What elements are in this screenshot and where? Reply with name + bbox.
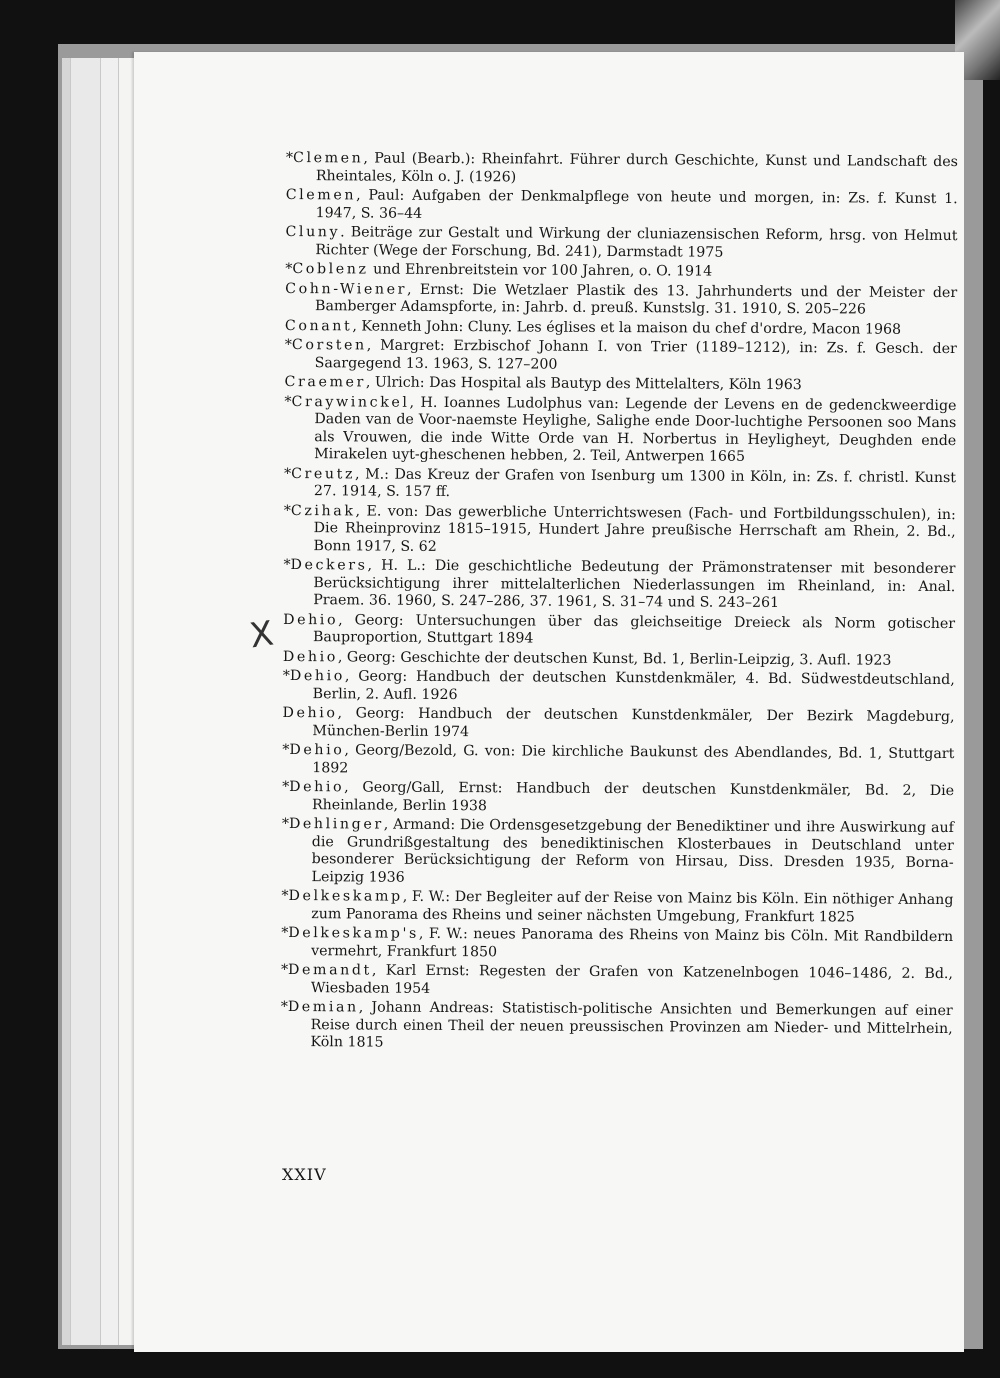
- entry-asterisk: *: [283, 465, 292, 482]
- entry-asterisk: *: [280, 998, 288, 1016]
- bibliography-entry: [286, 187, 958, 226]
- entry-author: Deckers: [290, 557, 368, 574]
- entry-asterisk: *: [283, 556, 291, 574]
- entry-citation: , Georg/Gall, Ernst: Handbuch der deutschen Kunstdenkmäler, Bd. 2, Die Rheinlande, Berlin 1938: [311, 779, 955, 814]
- bibliography-entry: [285, 224, 957, 263]
- entry-author: Creutz: [291, 465, 356, 482]
- entry-author: Craywinckel: [291, 393, 410, 411]
- entry-author: Dehio: [282, 704, 338, 722]
- entry-author: Corsten: [291, 337, 367, 354]
- entry-author: Clemen: [285, 186, 357, 204]
- page-strip: [118, 58, 135, 1345]
- entry-author: Delkeskamp: [288, 888, 403, 905]
- entry-citation: , Georg: Handbuch der deutschen Kunstdenkmäler, 4. Bd. Südwestdeutschland, Berlin, 2. Aufl. 1926: [312, 668, 955, 703]
- entry-citation: , Paul (Bearb.): Rheinfahrt. Führer durch Geschichte, Kunst und Landschaft des Rheintales, Köln o. J. (1926): [315, 150, 958, 185]
- bibliography-entry: [285, 337, 957, 376]
- entry-author: Demandt: [288, 962, 372, 979]
- bibliography-list: [280, 150, 958, 1058]
- entry-asterisk: *: [284, 336, 292, 354]
- entry-asterisk: *: [281, 815, 290, 833]
- bibliography-entry: [282, 779, 954, 818]
- entry-asterisk: *: [281, 887, 289, 905]
- entry-citation: , M.: Das Kreuz der Grafen von Isenburg um 1300 in Köln, in: Zs. f. christl. Kunst 27. 1914, S. 157 ff.: [313, 465, 957, 501]
- entry-citation: , Margret: Erzbischof Johann I. von Trier (1189–1212), in: Zs. f. Gesch. der Saargegend 13. 1963, S. 127–200: [314, 337, 957, 373]
- entry-asterisk: *: [282, 778, 290, 796]
- bibliography-entry: [284, 465, 956, 504]
- entry-author: Delkeskamp's: [288, 925, 419, 942]
- bibliography-entry: [284, 393, 956, 467]
- entry-citation: , Armand: Die Ordensgesetzgebung der Benediktiner und ihre Auswirkung auf die Grundrißgestaltung des benediktinischen Klosterbaues in Deutschland unter besonderer Berücksichtigung der Reform von Hirsau, Diss. Dresden 1935, Borna-Leipzig 1936: [311, 816, 954, 886]
- entry-citation: . Beiträge zur Gestalt und Wirkung der cluniazensischen Reform, hrsg. von Helmut Richter (Wege der Forschung, Bd. 241), Darmstadt 1975: [315, 224, 958, 261]
- entry-citation: , Karl Ernst: Regesten der Grafen von Katzenelnbogen 1046–1486, 2. Bd., Wiesbaden 1954: [310, 962, 954, 997]
- entry-citation: , Kenneth John: Cluny. Les églises et la maison du chef d'ordre, Macon 1968: [352, 317, 902, 338]
- bibliography-entry: [283, 668, 955, 707]
- entry-citation: , Ernst: Die Wetzlaer Plastik des 13. Jahrhunderts und der Meister der Bamberger Adamspforte, in: Jahrb. d. preuß. Kunstslg. 31. 1910, S. 205–226: [314, 281, 958, 318]
- entry-asterisk: *: [284, 393, 292, 410]
- entry-citation: , Georg: Geschichte der deutschen Kunst, Bd. 1, Berlin-Leipzig, 3. Aufl. 1923: [337, 648, 892, 669]
- entry-asterisk: *: [282, 667, 290, 685]
- entry-author: Conant: [284, 317, 353, 334]
- entry-author: Demian: [287, 999, 359, 1016]
- bibliography-entry: [281, 888, 953, 927]
- bibliography-entry: [282, 816, 954, 890]
- bibliography-entry: [286, 150, 958, 189]
- entry-author: Cohn-Wiener: [285, 280, 408, 298]
- entry-citation: , H. L.: Die geschichtliche Bedeutung der Prämonstratenser mit besonderer Berücksichtigung ihrer mittelalterlichen Niederlassungen im Rheinland, in: Anal. Praem. 36. 1960, S. 247–286, 37. 1961, S. 31–74 und S. 243–261: [313, 557, 956, 612]
- bibliography-entry: [283, 648, 955, 670]
- entry-author: Craemer: [284, 373, 366, 391]
- entry-author: Dehio: [289, 779, 345, 796]
- entry-author: Dehio: [289, 668, 345, 685]
- entry-author: Czihak: [290, 502, 356, 519]
- entry-author: Clemen: [292, 150, 364, 167]
- entry-citation: , Ulrich: Das Hospital als Bautyp des Mittelalters, Köln 1963: [365, 374, 802, 394]
- entry-citation: , H. Ioannes Ludolphus van: Legende der Levens en de gedenckweerdige Daden van de Voor-naemste Heylighe, Salighe ende Door-luchtighe Persoonen soo Mans als Vrouwen, die inde Witte Orde van H. Norbertus in Heyligheyt, Deughden ende Mirakelen uyt-gheschenen hebben, 2. Teil, Antwerpen 1665: [314, 394, 957, 465]
- entry-asterisk: *: [285, 260, 293, 278]
- entry-asterisk: *: [281, 924, 289, 942]
- entry-citation: , Johann Andreas: Statistisch-politische Ansichten und Bemerkungen auf einer Reise durch einen Theil der neuen preussischen Provinzen am Nieder- und Mittelrhein, Köln 1815: [310, 999, 953, 1051]
- entry-author: Cluny: [285, 223, 341, 241]
- entry-author: Dehio: [282, 648, 338, 665]
- bibliography-entry: [285, 374, 957, 396]
- bibliography-entry: [282, 705, 954, 744]
- bibliography-entry: [283, 611, 955, 650]
- page-number: XXIV: [282, 1165, 327, 1184]
- handwritten-margin-mark: X: [247, 613, 276, 657]
- entry-author: Dehio: [283, 611, 339, 628]
- entry-citation: , Georg: Handbuch der deutschen Kunstdenkmäler, Der Bezirk Magdeburg, München-Berlin 1974: [312, 705, 955, 740]
- entry-citation: und Ehrenbreitstein vor 100 Jahren, o. O. 1914: [368, 261, 713, 280]
- entry-citation: , Georg/Bezold, G. von: Die kirchliche Baukunst des Abendlandes, Bd. 1, Stuttgart 1892: [312, 742, 955, 776]
- entry-citation: , Paul: Aufgaben der Denkmalpflege von heute und morgen, in: Zs. f. Kunst 1. 1947, S. 36–44: [315, 187, 958, 222]
- bibliography-entry: [282, 742, 954, 781]
- bibliography-entry: [280, 999, 952, 1056]
- entry-asterisk: *: [283, 502, 291, 519]
- entry-citation: , F. W.: Der Begleiter auf der Reise von Mainz bis Köln. Ein nöthiger Anhang zum Panorama des Rheins und seiner nächsten Umgebung, Frankfurt 1825: [311, 888, 954, 925]
- bibliography-entry: [284, 502, 956, 559]
- bibliography-entry: [285, 261, 957, 283]
- entry-author: Coblenz: [292, 261, 369, 278]
- entry-author: Dehlinger: [288, 816, 384, 833]
- entry-asterisk: *: [282, 741, 290, 759]
- bibliography-entry: [281, 925, 953, 964]
- bibliography-entry: [285, 317, 957, 339]
- entry-author: Dehio: [289, 742, 345, 759]
- bibliography-entry: [285, 280, 957, 319]
- entry-asterisk: *: [280, 961, 289, 979]
- entry-citation: , Georg: Untersuchungen über das gleichseitige Dreieck als Norm gotischer Bauproportion, Stuttgart 1894: [312, 611, 956, 647]
- bibliography-entry: [281, 962, 953, 1001]
- bibliography-entry: [283, 557, 955, 614]
- entry-citation: , F. W.: neues Panorama des Rheins von Mainz bis Cöln. Mit Randbildern vermehrt, Frankfurt 1850: [311, 925, 954, 960]
- entry-citation: , E. von: Das gewerbliche Unterrichtswesen (Fach- und Fortbildungsschulen), in: Die Rheinprovinz 1815–1915, Hundert Jahre preußische Herrschaft am Rhein, 2. Bd., Bonn 1917, S. 62: [313, 502, 956, 555]
- entry-asterisk: *: [285, 150, 294, 167]
